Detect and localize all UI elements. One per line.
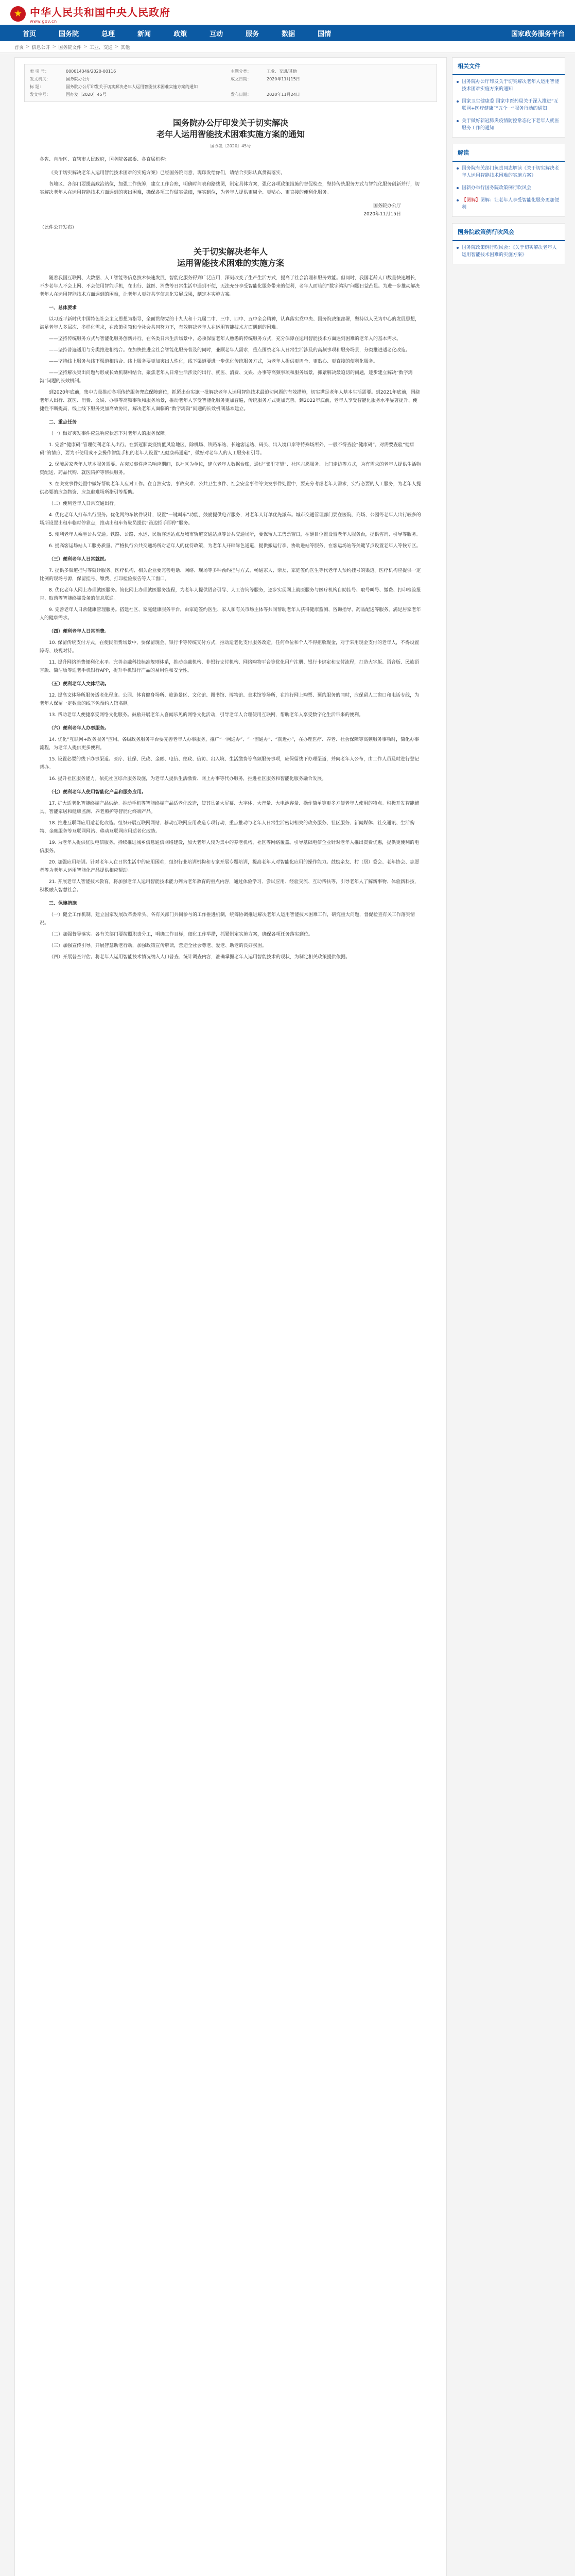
plan-paragraph: 17. 扩大适老化智能终端产品供给。推动手机等智能终端产品适老化改造，使其具备大屏幕、大字体、大音量、大电池容量、操作简单等更多方便老年人使用的特点。积极开发智能辅具、智能家居和健康监测、养老照护等智能化终端产品。 [40, 801, 420, 815]
plan-paragraph: 9. 完善老年人日常健康管理服务。搭建社区、家庭健康服务平台，由家庭签约医生、家人和有关市场主体等共同帮助老年人获得健康监测、咨询指导、药品配送等服务，满足居家老年人的健康需求。 [40, 607, 421, 621]
breadcrumb-separator: > [114, 44, 119, 49]
article-body [15, 117, 446, 961]
plan-paragraph: 4. 优化老年人打车出行服务。优化网约车软件设计，设置“一键叫车”功能，鼓励提供电召服务，对老年人订单优先派车。城市交通管理部门要在医院、商场、公园等老年人出行较多的场所设置出租车临时停靠点，推动出租车驾驶员提供“路边招手即停”服务。 [40, 513, 421, 526]
plan-body [40, 274, 422, 961]
meta-key: 成文日期： [231, 77, 251, 81]
plan-paragraph: 19. 为老年人提供优质电信服务。持续推进城乡信息通信网络建设，加大老年人较为集中的养老机构、社区等网络覆盖。引导基础电信企业针对老年人推出资费优惠，提供更便利的电信服务。 [40, 840, 420, 854]
plan-paragraph: 10. 保留传统支付方式。在便民消费场景中，要保留现金、银行卡等传统支付方式，推动适老化支付服务改造。任何单位和个人不得拒收现金，对于采用现金支付的老年人，不得设置障碍、歧视对待。 [40, 640, 420, 654]
related-files-box [452, 57, 565, 138]
plan-paragraph: 6. 提高客运场站人工服务质量。严格执行公共交通场所对老年人的优待政策，为老年人开辟绿色通道，提供搬运行李、协助进站等服务，在客运场站等关键节点设置老年人等候专区。 [49, 544, 421, 549]
breadcrumb-separator: > [52, 44, 57, 49]
plan-paragraph: 12. 提高文体场所服务适老化程度。公园、体育健身场所、旅游景区、文化馆、图书馆、博物馆、美术馆等场所，在推行网上购票、预约服务的同时，应保留人工窗口和电话专线，为老年人保留一定数量的线下免预约入馆名额。 [40, 693, 420, 706]
interpretation-title: 解读 [452, 144, 565, 162]
nav-item-state-council[interactable]: 国务院 [59, 30, 79, 38]
meta-key: 索 引 号： [30, 69, 49, 74]
plan-paragraph: （四）开展普查评估。将老年人运用智能技术情况纳入人口普查、统计调查内容，准确掌握老年人运用智能技术的现状，为制定相关政策提供依据。 [49, 955, 351, 960]
meta-key: 发文字号： [30, 92, 50, 97]
plan-paragraph: 5. 便利老年人乘坐公共交通。铁路、公路、水运、民航客运站点及城市轨道交通站点等公共交通场所，要保留人工售票窗口，在醒目位置设置老年人服务台，提供咨询、引导等服务。 [49, 532, 421, 537]
meta-key: 发文机关： [30, 77, 50, 81]
plan-title: 关于切实解决老年人 运用智能技术困难的实施方案 [177, 247, 284, 268]
plan-paragraph: 11. 提升网络消费便利化水平。完善金融科技标准规则体系，推动金融机构、非银行支付机构、网络购物平台等优化用户注册、银行卡绑定和支付流程，打造大字版、语音版、民族语言版、简洁版等适老手机银行APP，提升手机银行产品的易用性和安全性。 [40, 660, 420, 673]
policy-briefing-link[interactable]: 国务院政策例行吹风会：《关于切实解决老年人运用智能技术困难的实施方案》 [452, 241, 565, 261]
article-panel [14, 57, 447, 2576]
sidebar [452, 57, 565, 270]
policy-briefing-box [452, 223, 565, 264]
plan-paragraph: （二）便利老年人日常交通出行。 [49, 501, 119, 506]
plan-section-heading: 三、保障措施 [49, 901, 77, 906]
breadcrumb [0, 41, 575, 53]
plan-paragraph: 21. 开展老年人智能技术教育。将加强老年人运用智能技术能力列为老年教育的重点内容，通过体验学习、尝试应用、经验交流、互助帮扶等，引导老年人了解新事物、体验新科技，积极融入智慧社会。 [40, 879, 420, 893]
plan-section-heading: 二、重点任务 [49, 420, 77, 425]
site-header [0, 0, 575, 25]
plan-section-heading: （六）便利老年人办事服务。 [49, 726, 110, 731]
meta-value-title: 国务院办公厅印发关于切实解决老年人运用智能技术困难实施方案的通知 [66, 84, 198, 89]
national-emblem-icon: ★ [10, 6, 26, 22]
plan-section-heading: （五）便利老年人文体活动。 [49, 682, 110, 687]
plan-section-heading: 一、总体要求 [49, 306, 77, 311]
plan-paragraph: 16. 提升社区服务能力。依托社区综合服务设施，为老年人提供生活缴费、网上办事等代办服务，推进社区服务和智能化服务融合发展。 [49, 776, 327, 782]
plan-paragraph: 15. 设置必要的线下办事渠道。医疗、社保、民政、金融、电信、邮政、信访、出入境、生活缴费等高频服务事项，应保留线下办理渠道，并向老年人公布，由工作人员及时进行登记帮办。 [40, 757, 420, 770]
plan-paragraph: （三）加强宣传引导。开展智慧助老行动，加强政策宣传解读，营造全社会尊老、爱老、助老的良好氛围。 [49, 943, 267, 948]
site-logo[interactable] [10, 4, 170, 24]
plan-paragraph: 18. 推进互联网应用适老化改造。组织开展互联网网站、移动互联网应用改造专项行动，重点推动与老年人日常生活密切相关的政务服务、社区服务、新闻媒体、社交通讯、生活购物、金融服务等互联网网站、移动互联网应用适老化改造。 [40, 821, 415, 834]
plan-paragraph: ——坚持普遍适用与分类推进相结合。在加快推进全社会智能化服务普及的同时，兼顾老年人需求，重点围绕老年人日常生活涉及的高频事项和服务场景，分类推进适老化改造。 [49, 348, 411, 353]
graphic-tag: 【图解】 [462, 198, 481, 203]
nav-item-premier[interactable]: 总理 [101, 30, 115, 38]
meta-key: 标 题： [30, 84, 44, 89]
breadcrumb-home[interactable]: 首页 [14, 45, 24, 50]
policy-briefing-title: 国务院政策例行吹风会 [452, 224, 565, 241]
plan-paragraph: 8. 优化老年人网上办理就医服务。简化网上办理就医服务流程，为老年人提供语音引导、人工咨询等服务，逐步实现网上就医服务与医疗机构自助挂号、取号叫号、缴费、打印检验报告、取药等智能终端设备的信息联通。 [40, 588, 421, 601]
plan-paragraph: （一）健全工作机制。建立国家发展改革委牵头、各有关部门共同参与的工作推进机制，统筹协调推进解决老年人运用智能技术困难工作，研究重大问题，督促检查有关工作落实情况。 [40, 912, 415, 926]
plan-paragraph: 1. 完善“健康码”管理便利老年人出行。在新冠肺炎疫情低风险地区，除机场、铁路车站、长途客运站、码头、出入境口岸等特殊场所外，一般不得查验“健康码”。对需要查验“健康码”的情形，要为不使用或不会操作智能手机的老年人设置“无健康码通道”，做好对老年人的人工服务和引导。 [40, 443, 414, 456]
plan-paragraph: 到2020年底前，集中力量推动各项传统服务兜底保障到位，抓紧出台实施一批解决老年人运用智能技术最迫切问题的有效措施，切实满足老年人基本生活需要。到2021年底前，围绕老年人出行、就医、消费、文娱、办事等高频事项和服务场景，推动老年人享受智能化服务更加普遍，传统服务方式更加完善。到2022年底前，老年人享受智能化服务水平显著提升、便捷性不断提高，线上线下服务更加高效协同，解决老年人面临的“数字鸿沟”问题的长效机制基本建立。 [40, 390, 420, 412]
meta-value-doc-no: 国办发〔2020〕45号 [66, 92, 107, 97]
meta-key: 主题分类： [231, 69, 251, 74]
plan-paragraph: 7. 提供多渠道挂号等就诊服务。医疗机构、相关企业要完善电话、网络、现场等多种预约挂号方式，畅通家人、亲友、家庭签约医生等代老年人预约挂号的渠道。医疗机构应提供一定比例的现场号源，保留挂号、缴费、打印检验报告等人工窗口。 [40, 568, 421, 582]
related-file-link[interactable]: 国家卫生健康委 国家中医药局关于深入推进“互联网+医疗健康”“五个一”服务行动的通知 [452, 95, 565, 114]
plan-section-heading: （七）便利老年人使用智能化产品和服务应用。 [49, 790, 147, 795]
plan-intro-paragraph: 随着我国互联网、大数据、人工智能等信息技术快速发展，智能化服务得到广泛应用，深刻改变了生产生活方式，提高了社会治理和服务效能。但同时，我国老龄人口数量快速增长，不少老年人不会上网、不会使用智能手机，在出行、就医、消费等日常生活中遇到不便，无法充分享受智能化服务带来的便利，老年人面临的“数字鸿沟”问题日益凸显。为进一步推动解决老年人在运用智能技术方面遇到的困难，让老年人更好共享信息化发展成果，制定本实施方案。 [40, 276, 420, 297]
plan-paragraph: ——坚持线上服务与线下渠道相结合。线上服务要更加突出人性化，线下渠道要进一步优化传统服务方式，为老年人提供更周全、更贴心、更直接的便利化服务。 [49, 359, 378, 364]
plan-paragraph: ——坚持解决突出问题与形成长效机制相结合。聚焦老年人日常生活涉及的出行、就医、消费、文娱、办事等高频事项和服务场景，抓紧解决最迫切的问题，逐步建立解决“数字鸿沟”问题的长效机制。 [40, 370, 413, 384]
notice-date: 2020年11月15日 [363, 212, 401, 217]
meta-value-written-date: 2020年11月15日 [267, 77, 300, 81]
site-url: www.gov.cn [30, 19, 57, 24]
nav-item-gov-service-platform[interactable]: 国家政务服务平台 [511, 30, 565, 38]
plan-paragraph: 20. 加强应用培训。针对老年人在日常生活中的应用困难，组织行业培训机构和专家开展专题培训，提高老年人对智能化应用的操作能力。鼓励亲友、村（居）委会、老年协会、志愿者等为老年人运用智能化产品提供相应帮助。 [40, 860, 420, 873]
breadcrumb-separator: > [83, 44, 88, 49]
notice-title: 国务院办公厅印发关于切实解决 老年人运用智能技术困难实施方案的通知 [156, 118, 305, 139]
breadcrumb-info-disclosure[interactable]: 信息公开 [31, 45, 50, 50]
notice-doc-number: 国办发〔2020〕45号 [210, 144, 251, 148]
breadcrumb-state-council-docs[interactable]: 国务院文件 [58, 45, 82, 50]
plan-paragraph: 3. 在突发事件处置中做好帮助老年人应对工作。在自然灾害、事故灾难、公共卫生事件、社会安全事件等突发事件处置中，要充分考虑老年人需求，实行必要的人工服务，为老年人提供必要的应急物资、应急避难场所指引等帮助。 [40, 482, 421, 495]
meta-value-issuer: 国务院办公厅 [66, 77, 91, 81]
main-nav [0, 25, 575, 41]
plan-paragraph: 14. 优化“互联网+政务服务”应用。各级政务服务平台要完善老年人办事服务，推广“一网通办”、“一窗通办”、“就近办”，在办理医疗、养老、社会保障等高频服务事项时，简化办事流程，为老年人提供更多便利。 [40, 737, 420, 751]
meta-value-publish-date: 2020年11月24日 [267, 92, 300, 97]
notice-publish-note: （此件公开发布） [40, 225, 77, 230]
breadcrumb-other[interactable]: 其他 [120, 45, 130, 50]
nav-item-policy[interactable]: 政策 [173, 30, 187, 38]
interpretation-link[interactable]: 【图解】图解：让老年人享受智能化服务更加便利 [452, 194, 565, 213]
notice-paragraph: 《关于切实解决老年人运用智能技术困难的实施方案》已经国务院同意，现印发给你们，请结合实际认真贯彻落实。 [49, 171, 286, 176]
related-file-link[interactable]: 关于做好新冠肺炎疫情防控常态化下老年人就医服务工作的通知 [452, 114, 565, 134]
plan-paragraph: 2. 保障居家老年人基本服务需要。在突发事件应急响应期间，以社区为单位，建立老年人数据台账，通过“邻里守望”、社区志愿服务、上门走访等方式，为有需求的老年人提供生活物资配送、药品代购、就医陪护等帮扶服务。 [40, 462, 421, 476]
plan-section-heading: （三）便利老年人日常就医。 [49, 557, 110, 562]
interpretation-link[interactable]: 国务院有关部门负责同志解读《关于切实解决老年人运用智能技术困难的实施方案》 [452, 162, 565, 181]
nav-item-service[interactable]: 服务 [246, 30, 259, 38]
meta-value-category: 工业、交通/其他 [267, 69, 297, 74]
nav-item-interaction[interactable]: 互动 [210, 30, 223, 38]
plan-paragraph: 以习近平新时代中国特色社会主义思想为指导，全面贯彻党的十九大和十九届二中、三中、四中、五中全会精神，认真落实党中央、国务院决策部署，坚持以人民为中心的发展思想，满足老年人多层次、多样化需求，在政策引领和全社会共同努力下，有效解决老年人在运用智能技术方面遇到的困难。 [40, 317, 420, 330]
interpretation-box [452, 144, 565, 217]
notice-signer: 国务院办公厅 [373, 204, 401, 209]
breadcrumb-separator: > [26, 44, 30, 49]
breadcrumb-industry-transport[interactable]: 工业、交通 [89, 45, 113, 50]
nav-item-news[interactable]: 新闻 [137, 30, 151, 38]
plan-section-heading: （四）便利老年人日常消费。 [49, 629, 110, 634]
notice-salutation: 各省、自治区、直辖市人民政府，国务院各部委、各直属机构： [40, 157, 170, 162]
nav-item-national-info[interactable]: 国情 [318, 30, 332, 38]
related-file-link[interactable]: 国务院办公厅印发关于切实解决老年人运用智能技术困难实施方案的通知 [452, 75, 565, 95]
notice-paragraph: 各地区、各部门要提高政治站位，加强工作统筹，建立工作台账，明确时间表和路线图，制定具体方案，强化各项政策措施的督促检查，坚持传统服务方式与智能化服务创新并行，切实解决老年人在运用智能技术方面遇到的突出困难，确保各项工作做实做细，落实到位，为老年人提供更周全、更贴心、更直接的便利化服务。 [40, 182, 420, 195]
plan-paragraph: （二）加强督导落实。各有关部门要按照职责分工，明确工作目标，细化工作举措，抓紧制定实施方案，确保各项任务落实到位。 [49, 932, 313, 937]
meta-key: 发布日期： [231, 92, 251, 97]
document-metadata [24, 64, 437, 102]
interpretation-link[interactable]: 国新办举行国务院政策例行吹风会 [452, 181, 565, 194]
meta-value-index-no: 000014349/2020-00116 [66, 69, 116, 74]
related-files-title: 相关文件 [452, 58, 565, 75]
nav-item-home[interactable]: 首页 [23, 30, 37, 38]
nav-item-data[interactable]: 数据 [282, 30, 295, 38]
site-name: 中华人民共和国中央人民政府 [30, 6, 170, 19]
plan-paragraph: ——坚持传统服务方式与智能化服务创新并行。在各类日常生活场景中，必须保留老年人熟悉的传统服务方式，充分保障在运用智能技术方面遇到困难的老年人的基本需求。 [49, 336, 402, 342]
plan-paragraph: 13. 帮助老年人便捷享受网络文化服务。鼓励开展老年人喜闻乐见的网络文化活动，引导老年人合理使用互联网，帮助老年人享受数字化生活带来的便利。 [49, 713, 364, 718]
plan-paragraph: （一）做好突发事件应急响应状态下对老年人的服务保障。 [49, 431, 170, 436]
